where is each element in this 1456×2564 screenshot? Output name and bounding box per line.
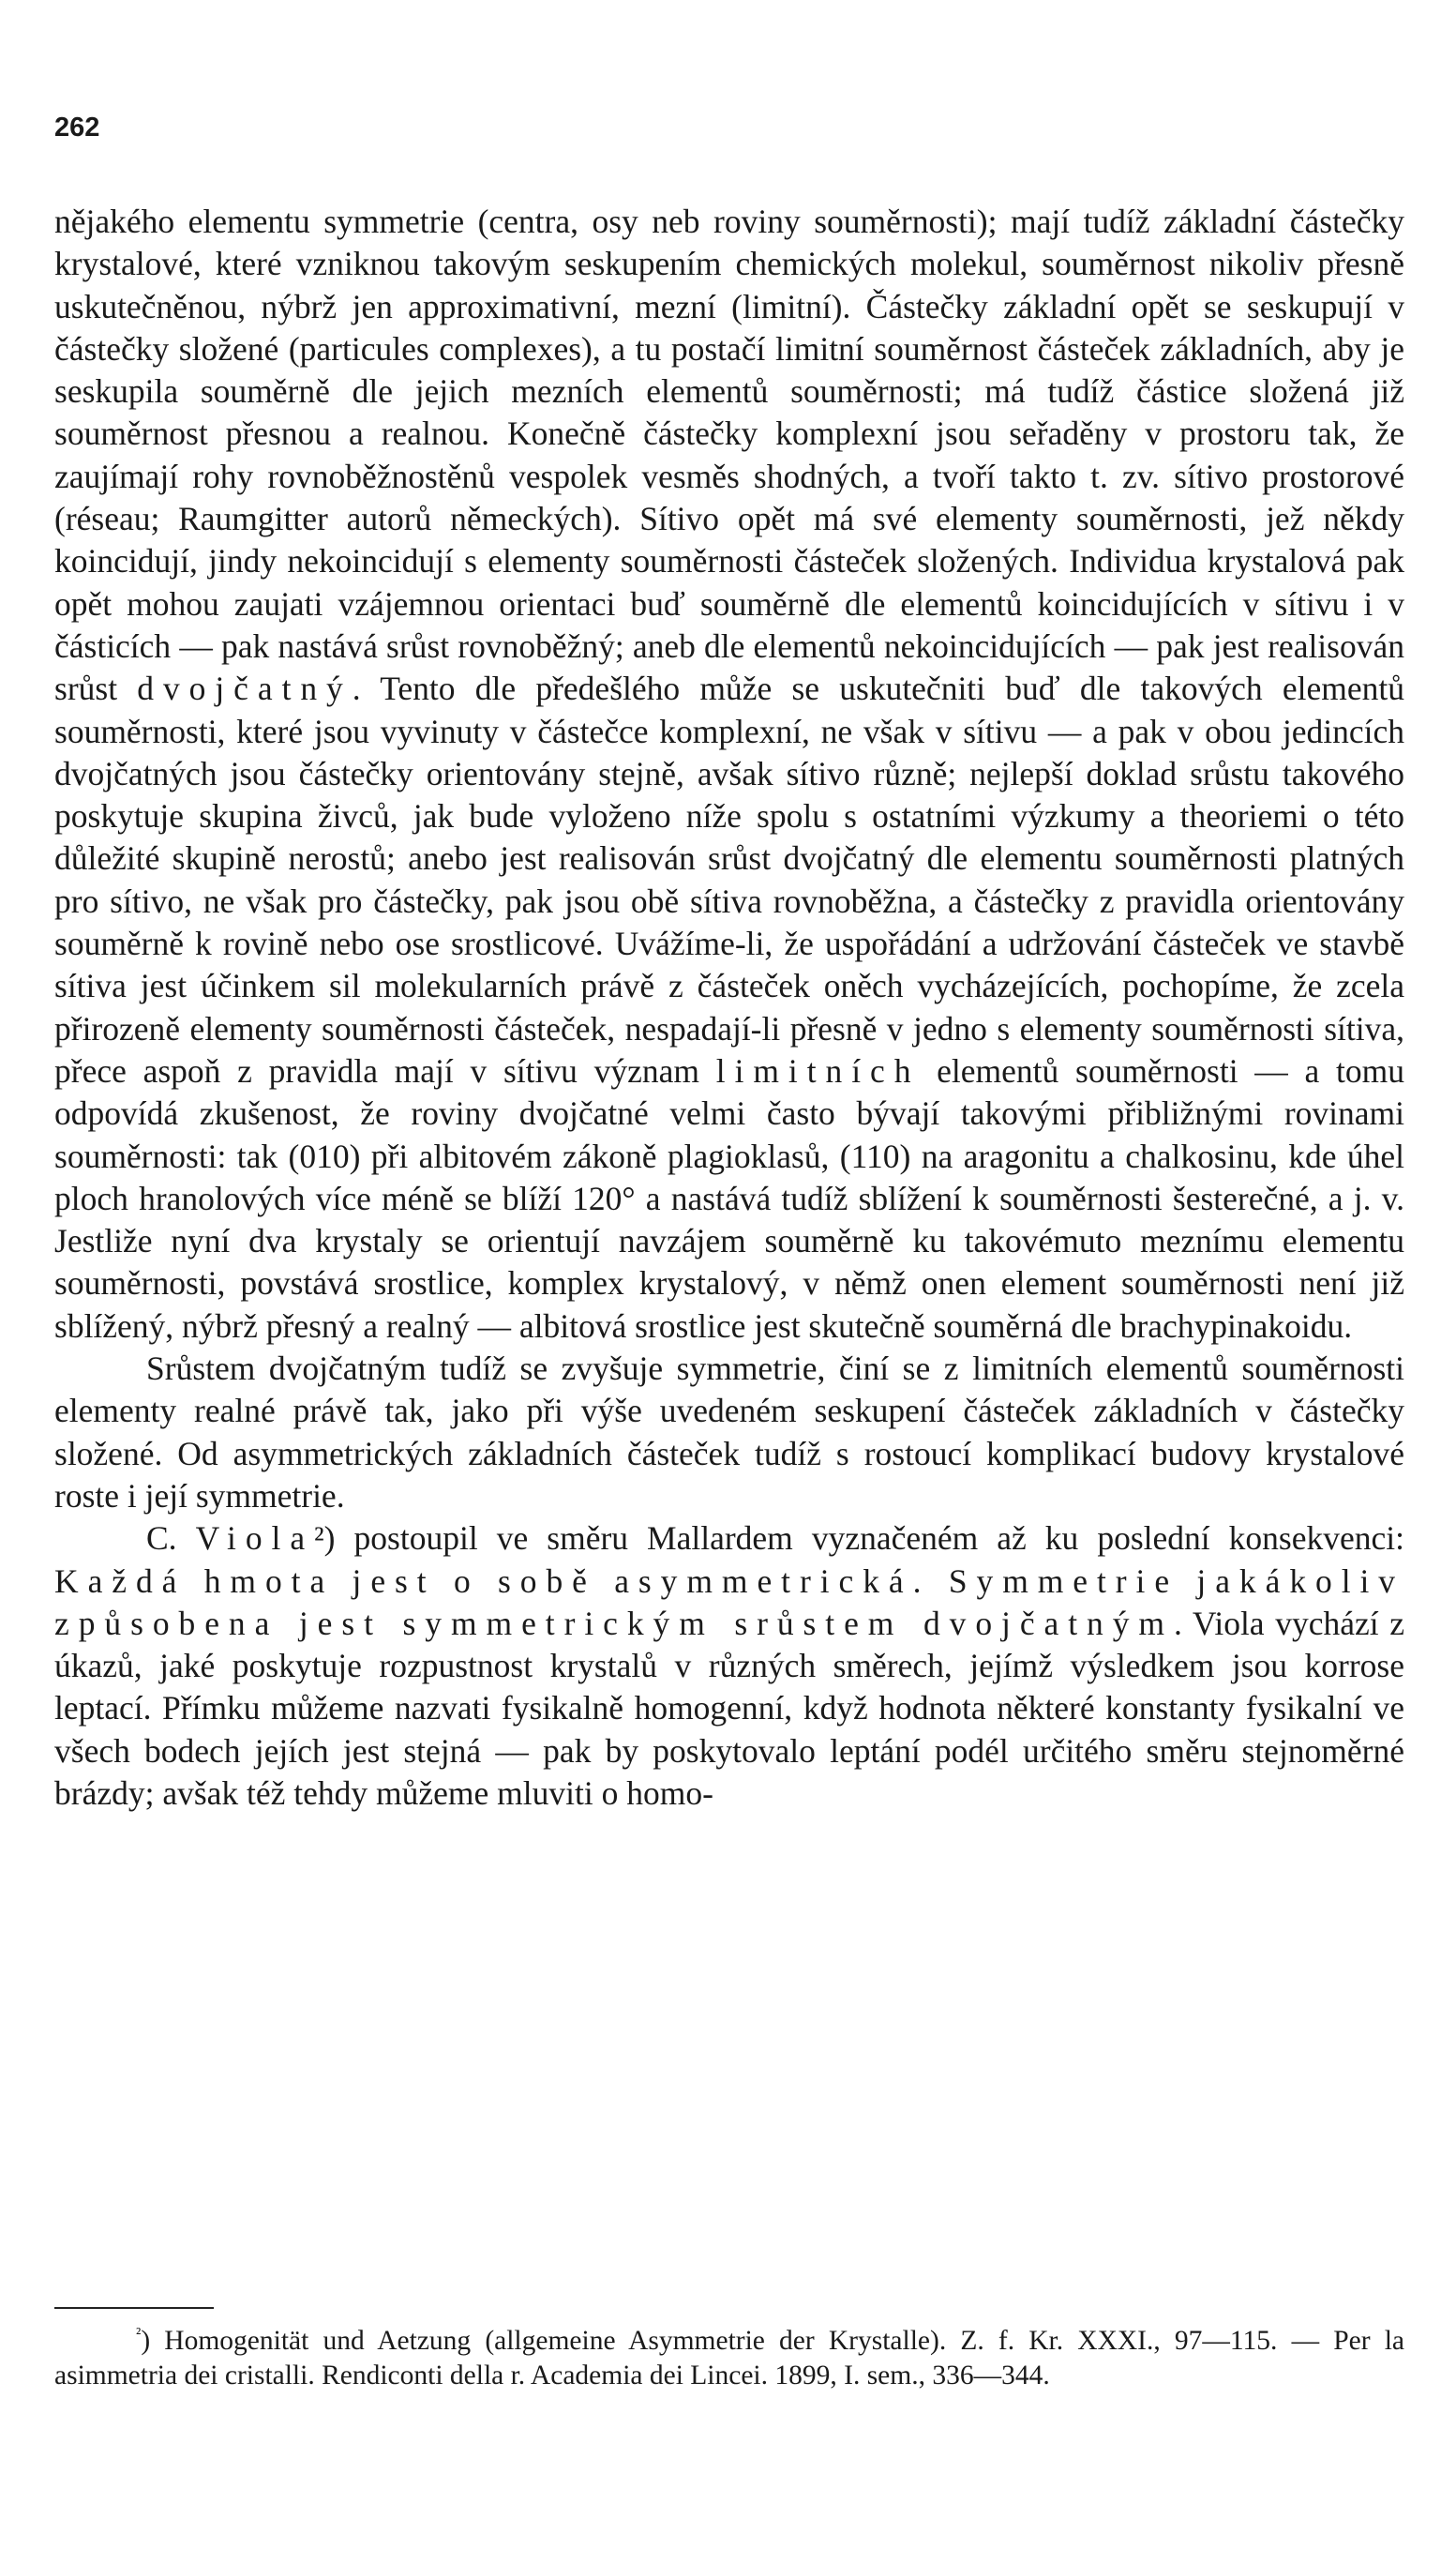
- footnote-separator: [54, 2307, 214, 2309]
- footnote: [54, 2324, 1404, 2393]
- text-segment: elementů souměrnosti — a tomu odpovídá zkušenost, že roviny dvojčatné velmi často bývají takovými přibližnými rovinami souměrnosti: tak (010) při albitovém zákoně plagioklasů, (110) na aragonitu a chalkosinu, kde úhel ploch hranolových více méně se blíží 120° a nastává tudíž sblížení k souměrnosti šesterečné, a j. v. Jestliže nyní dva krystaly se orientují navzájem souměrně ku takovémuto meznímu elementu souměrnosti, povstává srostlice, komplex krystalový, v němž onen element souměrnosti není již sblížený, nýbrž přesný a realný — albitová srostlice jest skutečně souměrná dle brachypinakoidu.: [54, 1051, 1405, 1345]
- text-segment: C.: [146, 1519, 196, 1558]
- text-segment: . Tento dle předešlého může se uskutečniti buď dle takových elementů souměrnosti, které jsou vyvinuty v částečce komplexní, ne však v sítivu — a pak v obou jedincích dvojčatných jsou částečky orientovány stejně, avšak sítivo různě; nejlepší doklad srůstu takového poskytuje skupina živců, jak bude vyloženo níže spolu s ostatními výzkumy a theoriemi o této důležité skupině nerostů; anebo jest realisován srůst dvojčatný dle elementu souměrnosti platných pro sítivo, ne však pro částečky, pak jsou obě sítiva rovnoběžna, a částečky z pravidla orientovány souměrně k rovině nebo ose srostlicové. Uvážíme-li, že uspořádání a udržování částeček ve stavbě sítiva jest účinkem sil molekularních právě z částeček oněch vycházejících, pochopíme, že zcela přirozeně elementy souměrnosti částeček, nespadají-li přesně v jedno s elementy souměrnosti sítiva, přece aspoň z pravidla mají v sítivu význam: [54, 670, 1404, 1090]
- paragraph: [54, 1348, 1404, 1517]
- text-segment: ²) postoupil ve směru Mallardem vyznačeném až ku poslední konsekvenci:: [314, 1519, 1404, 1558]
- footnote-text: ) Homogenität und Aetzung (allgemeine Asymmetrie der Krystalle). Z. f. Kr. XXXI., 97—115. — Per la asimmetria dei cristalli. Rendiconti della r. Academia dei Lincei. 1899, I. sem., 336—344.: [54, 2326, 1404, 2391]
- emphasized-text: Viola: [195, 1519, 315, 1558]
- paragraph: [54, 201, 1404, 1348]
- text-segment: . Viola vychází z úkazů, jaké poskytuje rozpustnost krystalů v různých směrech, jejímž výsledkem jsou korrose leptací. Přímku můžeme nazvati fysikalně homogenní, když hodnota některé konstanty fysikalní ve všech bodech jejích jest stejná — pak by poskytovalo leptání podél určitého směru stejnoměrné brázdy; avšak též tehdy můžeme mluviti o homo-: [54, 1604, 1404, 1812]
- page-number: 262: [54, 113, 100, 143]
- paragraph: [54, 1517, 1404, 1815]
- emphasized-text: dvojčatný: [137, 670, 353, 708]
- footnote-marker: ²: [136, 2324, 142, 2344]
- emphasized-text: limitních: [715, 1051, 921, 1090]
- emphasized-text: Každá hmota jest o sobě asymmetrická. Symmetrie jakákoliv způsobena jest symmetrickým srůstem dvojčatným: [54, 1561, 1404, 1642]
- text-segment: Srůstem dvojčatným tudíž se zvyšuje symmetrie, činí se z limitních elementů souměrnosti elementy realné právě tak, jako při výše uvedeném seskupení částeček základních v částečky složené. Od asymmetrických základních částeček tudíž s rostoucí komplikací budovy krystalové roste i její symmetrie.: [54, 1350, 1404, 1515]
- footnotes: [54, 2324, 1404, 2393]
- main-text: [54, 201, 1404, 1815]
- text-segment: nějakého elementu symmetrie (centra, osy neb roviny souměrnosti); mají tudíž základní částečky krystalové, které vzniknou takovým seskupením chemických molekul, souměrnost nikoliv přesně uskutečněnou, nýbrž jen approximativní, mezní (limitní). Částečky základní opět se seskupují v částečky složené (particules complexes), a tu postačí limitní souměrnost částeček základních, aby je seskupila souměrně dle jejich mezních elementů souměrnosti; má tudíž částice složená již souměrnost přesnou a realnou. Konečně částečky komplexní jsou seřaděny v prostoru tak, že zaujímají rohy rovnoběžnostěnů vespolek vesměs shodných, a tvoří takto t. zv. sítivo prostorové (réseau; Raumgitter autorů německých). Sítivo opět má své elementy souměrnosti, jež někdy koincidují, jindy nekoincidují s elementy souměrnosti částeček složených. Individua krystalová pak opět mohou zaujati vzájemnou orientaci buď souměrně dle elementů koincidujících v sítivu i v částicích — pak nastává srůst rovnoběžný; aneb dle elementů nekoincidujících — pak jest realisován srůst: [54, 203, 1404, 708]
